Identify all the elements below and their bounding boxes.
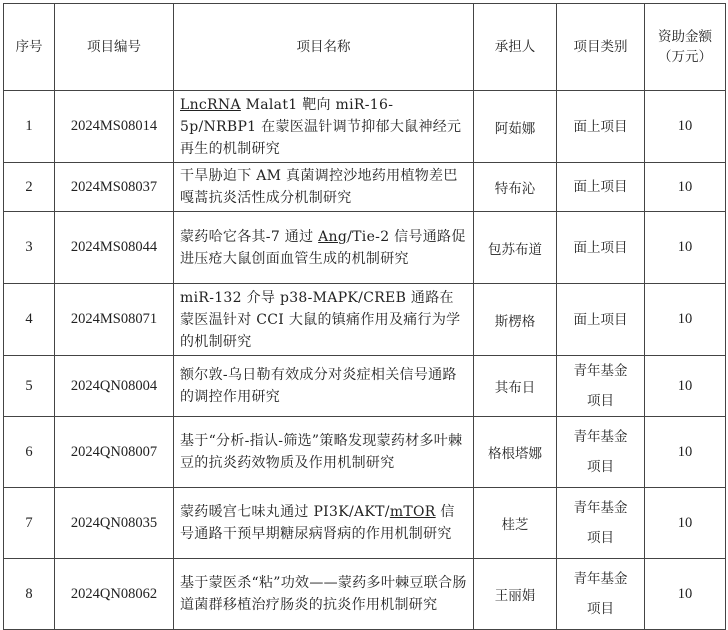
header-fund-line1: 资助金额 — [658, 29, 712, 45]
project-name-part: 额尔敦-乌日勒有效成分对炎症相关信号通路的调控作用研究 — [180, 367, 457, 405]
cell-seq: 3 — [4, 212, 55, 284]
cell-leader: 阿茹娜 — [474, 91, 557, 163]
project-name-part: LncRNA — [180, 96, 241, 113]
header-fund — [645, 4, 726, 91]
type-line: 项目 — [587, 459, 614, 475]
project-name-part: 干旱胁迫下 AM 真菌调控沙地药用植物差巴嘎蒿抗炎活性成分机制研究 — [180, 168, 458, 206]
cell-type — [557, 417, 645, 488]
project-name-part: 基于“分析-指认-筛选”策略发现蒙药材多叶棘豆的抗炎药效物质及作用机制研究 — [180, 433, 463, 471]
table-row — [4, 91, 726, 163]
cell-leader: 包苏布道 — [474, 212, 557, 284]
header-seq: 序号 — [4, 4, 55, 91]
cell-project-name — [174, 284, 474, 356]
cell-seq: 7 — [4, 488, 55, 559]
cell-fund: 10 — [645, 91, 726, 163]
cell-project-name — [174, 356, 474, 417]
cell-leader: 格根塔娜 — [474, 417, 557, 488]
type-line: 青年基金 — [573, 363, 628, 379]
cell-project-name — [174, 91, 474, 163]
cell-leader: 斯楞格 — [474, 284, 557, 356]
project-name-part: 蒙药哈它各其-7 通过 — [180, 228, 319, 245]
project-name-part: 基于蒙医杀“粘”功效——蒙药多叶棘豆联合肠道菌群移植治疗肠炎的抗炎作用机制研究 — [180, 575, 467, 613]
cell-fund: 10 — [645, 163, 726, 212]
cell-type — [557, 488, 645, 559]
project-name-part: Malat1 靶向 miR-16-5p/NRBP1 在蒙医温针调节抑郁大鼠神经元再生的机制研究 — [180, 96, 462, 157]
cell-code: 2024QN08035 — [55, 488, 174, 559]
cell-code: 2024MS08071 — [55, 284, 174, 356]
cell-project-name — [174, 212, 474, 284]
type-line: 面上项目 — [573, 311, 628, 328]
type-line: 青年基金 — [573, 429, 628, 445]
cell-project-name — [174, 163, 474, 212]
cell-fund: 10 — [645, 356, 726, 417]
cell-seq: 2 — [4, 163, 55, 212]
project-name-part: /Tie-2 信号通路促进压疮大鼠创面血管生成的机制研究 — [180, 228, 466, 267]
table-row — [4, 356, 726, 417]
cell-fund: 10 — [645, 488, 726, 559]
table-row — [4, 284, 726, 356]
table-row — [4, 488, 726, 559]
table-row — [4, 417, 726, 488]
cell-leader: 桂芝 — [474, 488, 557, 559]
project-name-part: 蒙药暖宫七味丸通过 PI3K/AKT/ — [180, 504, 390, 520]
cell-type — [557, 163, 645, 212]
table-row — [4, 559, 726, 630]
cell-code: 2024MS08044 — [55, 212, 174, 284]
cell-type — [557, 284, 645, 356]
type-line: 项目 — [587, 530, 614, 546]
header-row — [4, 4, 726, 91]
type-line: 青年基金 — [573, 571, 628, 587]
project-name-part: mTOR — [389, 504, 436, 520]
project-name-part: Ang — [318, 228, 348, 245]
header-name: 项目名称 — [174, 4, 474, 91]
table-row — [4, 163, 726, 212]
header-type: 项目类别 — [557, 4, 645, 91]
cell-fund: 10 — [645, 417, 726, 488]
cell-fund: 10 — [645, 284, 726, 356]
header-leader: 承担人 — [474, 4, 557, 91]
type-line: 青年基金 — [573, 500, 628, 516]
cell-leader: 其布日 — [474, 356, 557, 417]
header-code: 项目编号 — [55, 4, 174, 91]
cell-fund: 10 — [645, 212, 726, 284]
cell-type — [557, 91, 645, 163]
cell-project-name — [174, 488, 474, 559]
cell-leader: 王丽娟 — [474, 559, 557, 630]
cell-seq: 4 — [4, 284, 55, 356]
cell-code: 2024QN08062 — [55, 559, 174, 630]
cell-project-name — [174, 559, 474, 630]
header-fund-line2: （万元） — [658, 49, 712, 65]
type-line: 面上项目 — [573, 118, 628, 135]
cell-seq: 8 — [4, 559, 55, 630]
project-name-part: miR-132 介导 p38-MAPK/CREB 通路在蒙医温针对 CCI 大鼠的镇痛作用及痛行为学的机制研究 — [180, 289, 461, 350]
cell-fund: 10 — [645, 559, 726, 630]
cell-type — [557, 559, 645, 630]
project-table — [3, 3, 726, 630]
cell-type — [557, 212, 645, 284]
cell-leader: 特布沁 — [474, 163, 557, 212]
cell-seq: 6 — [4, 417, 55, 488]
cell-code: 2024QN08004 — [55, 356, 174, 417]
cell-project-name — [174, 417, 474, 488]
cell-code: 2024MS08014 — [55, 91, 174, 163]
table-row — [4, 212, 726, 284]
type-line: 项目 — [587, 393, 614, 409]
cell-code: 2024QN08007 — [55, 417, 174, 488]
type-line: 面上项目 — [573, 179, 628, 195]
cell-seq: 5 — [4, 356, 55, 417]
cell-type — [557, 356, 645, 417]
cell-seq: 1 — [4, 91, 55, 163]
cell-code: 2024MS08037 — [55, 163, 174, 212]
project-name-part: 信号通路干预早期糖尿病肾病的作用机制研究 — [180, 504, 455, 542]
type-line: 项目 — [587, 601, 614, 617]
type-line: 面上项目 — [573, 239, 628, 256]
